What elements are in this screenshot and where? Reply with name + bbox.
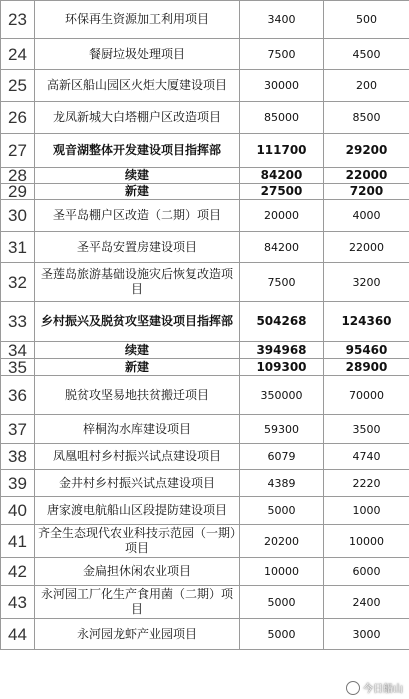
value-total: 504268	[240, 302, 324, 342]
value-total: 3400	[240, 1, 324, 39]
row-number: 36	[1, 376, 35, 415]
project-name: 续建	[35, 342, 240, 359]
project-name: 凤凰咀村乡村振兴试点建设项目	[35, 444, 240, 470]
table-row	[1, 470, 409, 497]
value-total: 5000	[240, 497, 324, 525]
table-row	[1, 619, 409, 650]
table-row	[1, 342, 409, 359]
table-row	[1, 168, 409, 184]
row-number: 40	[1, 497, 35, 525]
table-row	[1, 232, 409, 263]
wechat-icon	[346, 681, 360, 695]
project-name: 齐全生态现代农业科技示范园（一期）项目	[35, 525, 240, 558]
value-total: 5000	[240, 586, 324, 619]
watermark	[346, 680, 403, 695]
table-row	[1, 376, 409, 415]
project-name: 金扁担休闲农业项目	[35, 558, 240, 586]
table-row	[1, 39, 409, 70]
value-total: 5000	[240, 619, 324, 650]
row-number: 24	[1, 39, 35, 70]
value-total: 7500	[240, 263, 324, 302]
value-total: 20000	[240, 200, 324, 232]
table-row	[1, 415, 409, 444]
project-name: 新建	[35, 184, 240, 200]
value-total: 20200	[240, 525, 324, 558]
row-number: 26	[1, 102, 35, 134]
project-name: 梓桐沟水库建设项目	[35, 415, 240, 444]
row-number: 23	[1, 1, 35, 39]
value-annual: 200	[324, 70, 409, 102]
value-annual: 6000	[324, 558, 409, 586]
row-number: 38	[1, 444, 35, 470]
table-row	[1, 586, 409, 619]
table-row	[1, 102, 409, 134]
project-name: 唐家渡电航船山区段提防建设项目	[35, 497, 240, 525]
row-number: 27	[1, 134, 35, 168]
project-name: 圣平岛棚户区改造（二期）项目	[35, 200, 240, 232]
project-name: 圣莲岛旅游基础设施灾后恢复改造项目	[35, 263, 240, 302]
value-annual: 8500	[324, 102, 409, 134]
row-number: 29	[1, 184, 35, 200]
value-total: 111700	[240, 134, 324, 168]
value-total: 350000	[240, 376, 324, 415]
value-annual: 70000	[324, 376, 409, 415]
row-number: 34	[1, 342, 35, 359]
value-total: 6079	[240, 444, 324, 470]
value-total: 7500	[240, 39, 324, 70]
value-annual: 124360	[324, 302, 409, 342]
value-annual: 3200	[324, 263, 409, 302]
value-annual: 4000	[324, 200, 409, 232]
value-total: 30000	[240, 70, 324, 102]
value-total: 394968	[240, 342, 324, 359]
row-number: 33	[1, 302, 35, 342]
value-total: 59300	[240, 415, 324, 444]
project-name: 永河园龙虾产业园项目	[35, 619, 240, 650]
project-name: 续建	[35, 168, 240, 184]
row-number: 32	[1, 263, 35, 302]
table-row	[1, 497, 409, 525]
value-total: 109300	[240, 359, 324, 376]
value-total: 27500	[240, 184, 324, 200]
table-row	[1, 200, 409, 232]
value-annual: 3000	[324, 619, 409, 650]
row-number: 37	[1, 415, 35, 444]
table-row	[1, 1, 409, 39]
value-annual: 4500	[324, 39, 409, 70]
value-annual: 28900	[324, 359, 409, 376]
value-annual: 4740	[324, 444, 409, 470]
row-number: 42	[1, 558, 35, 586]
project-name: 环保再生资源加工利用项目	[35, 1, 240, 39]
row-number: 30	[1, 200, 35, 232]
row-number: 28	[1, 168, 35, 184]
value-total: 84200	[240, 168, 324, 184]
row-number: 43	[1, 586, 35, 619]
value-annual: 500	[324, 1, 409, 39]
row-number: 44	[1, 619, 35, 650]
project-name: 圣平岛安置房建设项目	[35, 232, 240, 263]
value-annual: 2400	[324, 586, 409, 619]
table-row	[1, 70, 409, 102]
row-number: 39	[1, 470, 35, 497]
project-name: 餐厨垃圾处理项目	[35, 39, 240, 70]
row-number: 41	[1, 525, 35, 558]
watermark-text: 今日船山	[363, 684, 403, 695]
table-row	[1, 134, 409, 168]
value-annual: 29200	[324, 134, 409, 168]
row-number: 25	[1, 70, 35, 102]
row-number: 35	[1, 359, 35, 376]
project-name: 观音湖整体开发建设项目指挥部	[35, 134, 240, 168]
table-row	[1, 525, 409, 558]
value-total: 10000	[240, 558, 324, 586]
project-name: 永河园工厂化生产食用菌（二期）项目	[35, 586, 240, 619]
table-row	[1, 558, 409, 586]
value-annual: 2220	[324, 470, 409, 497]
value-annual: 10000	[324, 525, 409, 558]
project-name: 乡村振兴及脱贫攻坚建设项目指挥部	[35, 302, 240, 342]
table-row	[1, 184, 409, 200]
value-annual: 1000	[324, 497, 409, 525]
table-row	[1, 263, 409, 302]
value-total: 4389	[240, 470, 324, 497]
table-row	[1, 302, 409, 342]
project-name: 脱贫攻坚易地扶贫搬迁项目	[35, 376, 240, 415]
value-annual: 7200	[324, 184, 409, 200]
project-name: 金井村乡村振兴试点建设项目	[35, 470, 240, 497]
project-name: 高新区船山园区火炬大厦建设项目	[35, 70, 240, 102]
project-name: 龙凤新城大白塔棚户区改造项目	[35, 102, 240, 134]
value-total: 84200	[240, 232, 324, 263]
value-annual: 3500	[324, 415, 409, 444]
value-annual: 22000	[324, 168, 409, 184]
row-number: 31	[1, 232, 35, 263]
value-total: 85000	[240, 102, 324, 134]
table-row	[1, 444, 409, 470]
project-name: 新建	[35, 359, 240, 376]
table-row	[1, 359, 409, 376]
value-annual: 22000	[324, 232, 409, 263]
value-annual: 95460	[324, 342, 409, 359]
